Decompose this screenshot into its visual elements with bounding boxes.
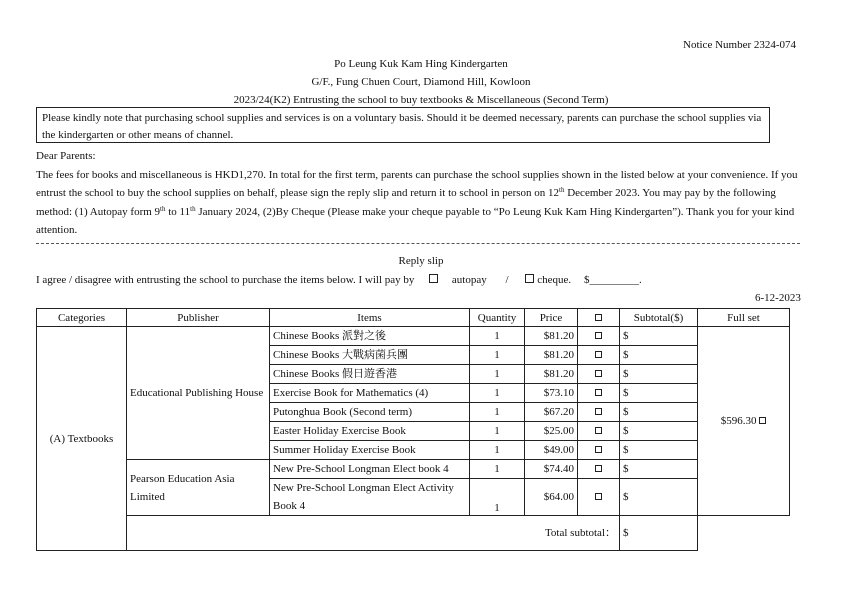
cheque-checkbox[interactable] — [525, 274, 534, 283]
table-row — [37, 460, 790, 479]
header-select-checkbox-icon — [578, 309, 620, 327]
qty-cell: 1 — [470, 365, 525, 384]
row-checkbox[interactable] — [578, 422, 620, 441]
price-cell: $49.00 — [525, 441, 578, 460]
greeting: Dear Parents: — [36, 150, 96, 162]
subtotal-cell[interactable]: $ — [620, 422, 698, 441]
subtotal-cell[interactable]: $ — [620, 346, 698, 365]
subtotal-cell[interactable]: $ — [620, 460, 698, 479]
header-fullset: Full set — [698, 309, 790, 327]
item-cell: New Pre-School Longman Elect book 4 — [270, 460, 470, 479]
cheque-label: cheque. — [537, 274, 572, 286]
row-checkbox[interactable] — [578, 460, 620, 479]
fullset-checkbox[interactable] — [759, 417, 766, 424]
price-cell: $64.00 — [525, 479, 578, 516]
textbook-table — [36, 308, 790, 551]
item-cell: Exercise Book for Mathematics (4) — [270, 384, 470, 403]
row-checkbox[interactable] — [578, 384, 620, 403]
row-checkbox[interactable] — [578, 327, 620, 346]
letter-paragraph: The fees for books and miscellaneous is HKD1,270. In total for the first term, parents can purchase the school supplies shown in the listed below at your convenience. If you entrust the school to buy the school supplies on behalf, please sign the reply slip and return it to school in person on 12th December 2023. You may pay by the following method: (1) Autopay form 9th to 11th January 2024, (2)By Cheque (Please make your cheque payable to “Po Leung Kuk Kam Hing Kindergarten”). Thank you for your kind attention. — [36, 168, 798, 236]
total-label: Total subtotal： — [127, 516, 620, 551]
qty-cell: 1 — [470, 327, 525, 346]
publisher-cell: Pearson Education Asia Limited — [127, 460, 270, 516]
autopay-label: autopay — [451, 274, 487, 286]
item-cell: Chinese Books 大戰病菌兵團 — [270, 346, 470, 365]
subtotal-cell[interactable]: $ — [620, 365, 698, 384]
qty-cell: 1 — [470, 346, 525, 365]
letter-body — [36, 147, 806, 240]
price-cell: $74.40 — [525, 460, 578, 479]
row-checkbox[interactable] — [578, 365, 620, 384]
subtotal-cell[interactable]: $ — [620, 479, 698, 516]
price-cell: $81.20 — [525, 365, 578, 384]
item-cell: Easter Holiday Exercise Book — [270, 422, 470, 441]
qty-cell: 1 — [470, 441, 525, 460]
item-cell: Putonghua Book (Second term) — [270, 403, 470, 422]
reply-date: 6-12-2023 — [755, 292, 801, 304]
row-checkbox[interactable] — [578, 479, 620, 516]
price-cell: $25.00 — [525, 422, 578, 441]
subtotal-cell[interactable]: $ — [620, 327, 698, 346]
fullset-cell[interactable]: $596.30 — [698, 327, 790, 516]
row-checkbox[interactable] — [578, 346, 620, 365]
subtotal-cell[interactable]: $ — [620, 441, 698, 460]
qty-cell: 1 — [470, 384, 525, 403]
header-price: Price — [525, 309, 578, 327]
reply-slip-title: Reply slip — [398, 255, 444, 267]
price-cell: $67.20 — [525, 403, 578, 422]
price-cell: $73.10 — [525, 384, 578, 403]
header-subtotal: Subtotal($) — [620, 309, 698, 327]
price-cell: $81.20 — [525, 346, 578, 365]
total-row — [37, 516, 790, 551]
header-publisher: Publisher — [127, 309, 270, 327]
row-checkbox[interactable] — [578, 441, 620, 460]
subtotal-cell[interactable]: $ — [620, 384, 698, 403]
price-cell: $81.20 — [525, 327, 578, 346]
notice-number: Notice Number 2324-074 — [683, 39, 797, 51]
reply-agree-line: I agree / disagree with entrusting the school to purchase the items below. I will pay by autopay / cheque. $_________. — [36, 274, 642, 286]
publisher-cell: Educational Publishing House — [127, 327, 270, 460]
qty-cell: 1 — [470, 403, 525, 422]
qty-cell: 1 — [470, 422, 525, 441]
item-cell: Summer Holiday Exercise Book — [270, 441, 470, 460]
qty-cell: 1 — [470, 479, 525, 516]
total-value[interactable]: $ — [620, 516, 698, 551]
voluntary-notice-box: Please kindly note that purchasing school supplies and services is on a voluntary basis. Should it be deemed necessary, parents can purchase the school supplies via the kindergarten or other means of channel. — [36, 107, 770, 143]
school-address: G/F., Fung Chuen Court, Diamond Hill, Kowloon — [311, 76, 531, 88]
category-cell: (A) Textbooks — [37, 327, 127, 551]
header-categories: Categories — [37, 309, 127, 327]
qty-cell: 1 — [470, 460, 525, 479]
table-header-row — [37, 309, 790, 327]
item-cell: New Pre-School Longman Elect Activity Book 4 — [270, 479, 470, 516]
notice-subject: 2023/24(K2) Entrusting the school to buy textbooks & Miscellaneous (Second Term) — [233, 94, 609, 106]
header-quantity: Quantity — [470, 309, 525, 327]
header-items: Items — [270, 309, 470, 327]
item-cell: Chinese Books 派對之後 — [270, 327, 470, 346]
cut-line-divider — [36, 243, 800, 244]
item-cell: Chinese Books 假日遊香港 — [270, 365, 470, 384]
amount-field[interactable]: $_________. — [583, 274, 642, 286]
school-name: Po Leung Kuk Kam Hing Kindergarten — [334, 58, 508, 70]
subtotal-cell[interactable]: $ — [620, 403, 698, 422]
row-checkbox[interactable] — [578, 403, 620, 422]
table-row — [37, 327, 790, 346]
autopay-checkbox[interactable] — [429, 274, 438, 283]
